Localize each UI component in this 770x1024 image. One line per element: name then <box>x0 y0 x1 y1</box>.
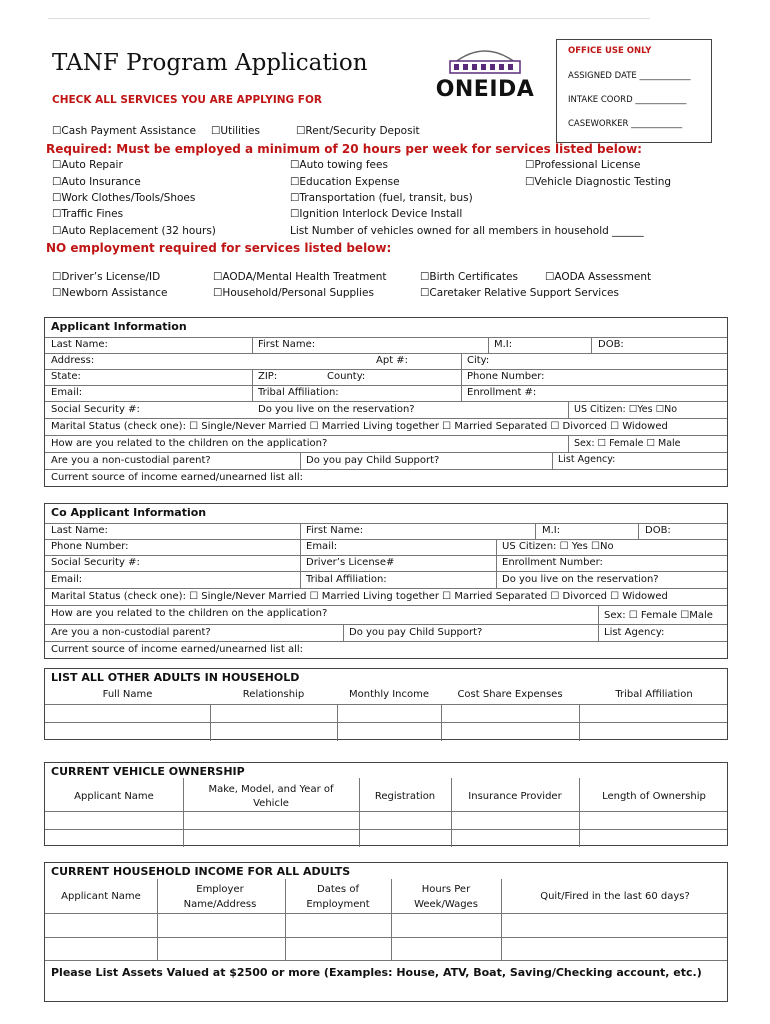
logo-wordmark: ONEIDA <box>435 77 535 102</box>
applicant-county-field[interactable]: County: <box>327 371 366 382</box>
applicant-phone-field[interactable]: Phone Number: <box>467 371 545 382</box>
adults-header-relationship: Relationship <box>242 689 305 700</box>
applicant-first-name-field[interactable]: First Name: <box>258 339 316 350</box>
applicant-us-citizen-checkbox[interactable]: US Citizen: ☐Yes ☐No <box>574 404 678 415</box>
coapplicant-list-agency-field[interactable]: List Agency: <box>604 627 665 638</box>
service-traffic-fines-checkbox[interactable] <box>52 208 123 220</box>
service-education-checkbox[interactable] <box>290 176 400 188</box>
service-label: Caretaker Relative Support Services <box>429 287 619 299</box>
coapplicant-noncustodial-field[interactable]: Are you a non-custodial parent? <box>51 627 211 638</box>
service-work-clothes-checkbox[interactable] <box>52 192 195 204</box>
service-label: Ignition Interlock Device Install <box>299 208 463 220</box>
other-adults-table <box>44 668 728 740</box>
checkbox-icon: ☐ <box>52 176 62 188</box>
income-header-hours: Hours Per Week/Wages <box>414 884 478 910</box>
service-label: Auto Repair <box>61 159 123 171</box>
assigned-date-field[interactable]: ASSIGNED DATE ____________ <box>568 71 691 81</box>
checkbox-icon: ☐ <box>52 159 62 171</box>
service-auto-replacement-checkbox[interactable] <box>52 225 216 237</box>
applicant-reservation-field[interactable]: Do you live on the reservation? <box>258 404 415 415</box>
coapplicant-reservation-field[interactable]: Do you live on the reservation? <box>502 574 659 585</box>
coapplicant-phone-field[interactable]: Phone Number: <box>51 541 129 552</box>
assets-prompt: Please List Assets Valued at $2500 or more (Examples: House, ATV, Boat, Saving/Checking account, etc.) <box>51 966 702 979</box>
coapplicant-tribal-field[interactable]: Tribal Affiliation: <box>306 574 387 585</box>
checkbox-icon: ☐ <box>290 192 300 204</box>
checkbox-icon: ☐ <box>52 125 62 137</box>
service-household-supplies-checkbox[interactable] <box>213 287 374 299</box>
coapplicant-section <box>44 503 728 659</box>
checkbox-icon: ☐ <box>52 225 62 237</box>
checkbox-icon: ☐ <box>211 125 221 137</box>
page-title: TANF Program Application <box>52 50 368 76</box>
service-label: Traffic Fines <box>61 208 124 220</box>
coapplicant-enrollment-field[interactable]: Enrollment Number: <box>502 557 603 568</box>
coapplicant-first-name-field[interactable]: First Name: <box>306 525 364 536</box>
service-label: Auto Replacement (32 hours) <box>61 225 216 237</box>
income-header-applicant: Applicant Name <box>61 891 141 902</box>
service-caretaker-checkbox[interactable] <box>420 287 619 299</box>
service-label: Newborn Assistance <box>61 287 168 299</box>
adults-header-full-name: Full Name <box>102 689 153 700</box>
coapplicant-ssn-field[interactable]: Social Security #: <box>51 557 140 568</box>
service-label: Education Expense <box>299 176 400 188</box>
oneida-logo <box>432 45 538 103</box>
applicant-ssn-field[interactable]: Social Security #: <box>51 404 140 415</box>
service-label: Utilities <box>220 125 260 137</box>
checkbox-icon: ☐ <box>290 159 300 171</box>
service-label: Transportation (fuel, transit, bus) <box>299 192 473 204</box>
applicant-enrollment-field[interactable]: Enrollment #: <box>467 387 537 398</box>
adults-header-cost-share: Cost Share Expenses <box>457 689 563 700</box>
service-birth-certificates-checkbox[interactable] <box>420 271 518 283</box>
checkbox-icon: ☐ <box>52 271 62 283</box>
service-utilities-checkbox[interactable] <box>211 125 260 137</box>
service-transportation-checkbox[interactable] <box>290 192 473 204</box>
service-aoda-mental-checkbox[interactable] <box>213 271 387 283</box>
service-label: Household/Personal Supplies <box>222 287 374 299</box>
service-label: Vehicle Diagnostic Testing <box>534 176 672 188</box>
service-cash-checkbox[interactable] <box>52 125 196 137</box>
coapplicant-us-citizen-checkbox[interactable]: US Citizen: ☐ Yes ☐No <box>502 541 614 552</box>
coapplicant-drivers-license-field[interactable]: Driver’s License# <box>306 557 395 568</box>
service-vehicle-diagnostic-checkbox[interactable] <box>525 176 671 188</box>
checkbox-icon: ☐ <box>545 271 555 283</box>
coapplicant-sex-checkbox[interactable]: Sex: ☐ Female ☐Male <box>604 610 713 621</box>
service-label: Cash Payment Assistance <box>61 125 196 137</box>
service-professional-license-checkbox[interactable] <box>525 159 640 171</box>
household-income-title: CURRENT HOUSEHOLD INCOME FOR ALL ADULTS <box>51 865 351 878</box>
service-auto-towing-checkbox[interactable] <box>290 159 388 171</box>
coapplicant-email2-field[interactable]: Email: <box>51 574 83 585</box>
applicant-sex-checkbox[interactable]: Sex: ☐ Female ☐ Male <box>574 438 681 449</box>
income-header-dates: Dates of Employment <box>306 884 370 910</box>
vehicle-ownership-title: CURRENT VEHICLE OWNERSHIP <box>51 765 245 778</box>
coapplicant-mi-field[interactable]: M.I: <box>542 525 561 536</box>
service-label: Driver’s License/ID <box>61 271 161 283</box>
applicant-email-field[interactable]: Email: <box>51 387 83 398</box>
checkbox-icon: ☐ <box>296 125 306 137</box>
applicant-related-field[interactable]: How are you related to the children on the application? <box>51 438 328 449</box>
coapplicant-email-field[interactable]: Email: <box>306 541 338 552</box>
applicant-dob-field[interactable]: DOB: <box>598 339 624 350</box>
checkbox-icon: ☐ <box>525 176 535 188</box>
no-employment-heading: NO employment required for services listed below: <box>46 241 392 255</box>
income-header-quit-fired: Quit/Fired in the last 60 days? <box>540 891 690 902</box>
service-aoda-assessment-checkbox[interactable] <box>545 271 651 283</box>
service-label: Rent/Security Deposit <box>305 125 420 137</box>
applicant-apt-field[interactable]: Apt #: <box>376 355 409 366</box>
service-auto-repair-checkbox[interactable] <box>52 159 123 171</box>
applicant-last-name-field[interactable]: Last Name: <box>51 339 108 350</box>
vehicle-header-registration: Registration <box>374 791 436 802</box>
applicant-marital-status-checkbox[interactable]: Marital Status (check one): ☐ Single/Never Married ☐ Married Living together ☐ Married Separated ☐ Divorced ☐ Widowed <box>51 421 668 432</box>
applicant-tribal-field[interactable]: Tribal Affiliation: <box>258 387 339 398</box>
vehicle-header-insurance: Insurance Provider <box>468 791 562 802</box>
coapplicant-child-support-field[interactable]: Do you pay Child Support? <box>349 627 483 638</box>
checkbox-icon: ☐ <box>420 271 430 283</box>
caseworker-field[interactable]: CASEWORKER ____________ <box>568 119 683 129</box>
checkbox-icon: ☐ <box>290 176 300 188</box>
applicant-state-field[interactable]: State: <box>51 371 81 382</box>
coapplicant-marital-status-checkbox[interactable]: Marital Status (check one): ☐ Single/Never Married ☐ Married Living together ☐ Married Separated ☐ Divorced ☐ Widowed <box>51 591 668 602</box>
household-income-table <box>44 862 728 1002</box>
vehicle-header-applicant: Applicant Name <box>74 791 154 802</box>
service-label: Auto Insurance <box>61 176 141 188</box>
office-use-heading: OFFICE USE ONLY <box>568 46 652 56</box>
service-ignition-checkbox[interactable] <box>290 208 462 220</box>
applicant-section-title: Applicant Information <box>51 320 187 333</box>
service-drivers-license-checkbox[interactable] <box>52 271 160 283</box>
top-rule <box>48 18 650 19</box>
applicant-zip-field[interactable]: ZIP: <box>258 371 278 382</box>
service-newborn-checkbox[interactable] <box>52 287 168 299</box>
applicant-address-field[interactable]: Address: <box>51 355 95 366</box>
coapplicant-last-name-field[interactable]: Last Name: <box>51 525 108 536</box>
oneida-logo-emblem <box>432 45 538 79</box>
checkbox-icon: ☐ <box>52 208 62 220</box>
vehicles-count-field[interactable]: List Number of vehicles owned for all members in household ______ <box>290 225 644 237</box>
required-heading: Required: Must be employed a minimum of 20 hours per week for services listed below: <box>46 142 642 156</box>
service-label: Auto towing fees <box>299 159 388 171</box>
coapplicant-section-title: Co Applicant Information <box>51 506 207 519</box>
applicant-list-agency-field[interactable]: List Agency: <box>558 454 616 465</box>
check-all-heading: CHECK ALL SERVICES YOU ARE APPLYING FOR <box>52 94 322 106</box>
service-label: Birth Certificates <box>429 271 518 283</box>
checkbox-icon: ☐ <box>52 192 62 204</box>
applicant-income-field[interactable]: Current source of income earned/unearned list all: <box>51 472 303 483</box>
coapplicant-income-field[interactable]: Current source of income earned/unearned list all: <box>51 644 303 655</box>
coapplicant-related-field[interactable]: How are you related to the children on the application? <box>51 608 328 619</box>
coapplicant-dob-field[interactable]: DOB: <box>645 525 671 536</box>
applicant-section <box>44 317 728 487</box>
vehicle-ownership-table <box>44 762 728 846</box>
income-header-employer: Employer Name/Address <box>183 884 257 910</box>
applicant-noncustodial-field[interactable]: Are you a non-custodial parent? <box>51 455 211 466</box>
adults-header-tribal: Tribal Affiliation <box>615 689 693 700</box>
office-use-box <box>556 39 712 143</box>
service-rent-checkbox[interactable] <box>296 125 420 137</box>
service-label: Professional License <box>534 159 641 171</box>
service-label: Work Clothes/Tools/Shoes <box>61 192 196 204</box>
applicant-child-support-field[interactable]: Do you pay Child Support? <box>306 455 440 466</box>
applicant-mi-field[interactable]: M.I: <box>494 339 513 350</box>
checkbox-icon: ☐ <box>52 287 62 299</box>
vehicle-header-make-model: Make, Model, and Year of Vehicle <box>208 784 334 809</box>
service-auto-insurance-checkbox[interactable] <box>52 176 141 188</box>
adults-header-monthly-income: Monthly Income <box>348 689 429 700</box>
checkbox-icon: ☐ <box>213 271 223 283</box>
applicant-city-field[interactable]: City: <box>467 355 490 366</box>
checkbox-icon: ☐ <box>420 287 430 299</box>
checkbox-icon: ☐ <box>525 159 535 171</box>
checkbox-icon: ☐ <box>213 287 223 299</box>
service-label: AODA/Mental Health Treatment <box>222 271 387 283</box>
service-label: AODA Assessment <box>554 271 652 283</box>
vehicle-header-length: Length of Ownership <box>602 791 706 802</box>
intake-coord-field[interactable]: INTAKE COORD ____________ <box>568 95 687 105</box>
checkbox-icon: ☐ <box>290 208 300 220</box>
other-adults-title: LIST ALL OTHER ADULTS IN HOUSEHOLD <box>51 671 300 684</box>
